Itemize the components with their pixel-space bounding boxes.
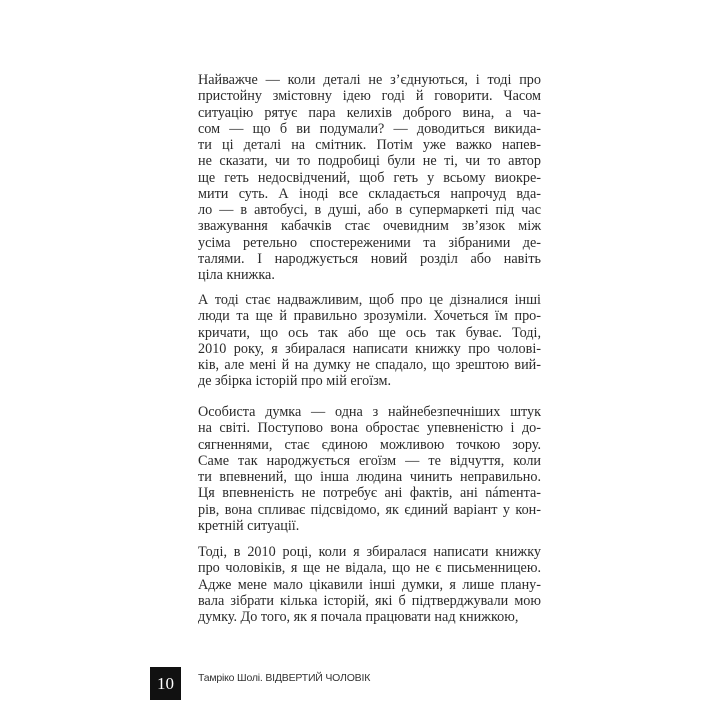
text-line: сом — що б ви подумали? — доводиться викида- — [198, 120, 541, 137]
text-line: ціла книжка. — [198, 267, 275, 283]
text-line: на світі. Поступово вона обростає упевненістю і до- — [198, 420, 541, 437]
text-line: зважування кабачків стає очевидним зв’язок між — [198, 218, 541, 235]
text-line: Тоді, в 2010 році, коли я збиралася написати книжку — [198, 544, 541, 560]
paragraph — [198, 72, 541, 283]
text-line: усіма ретельно спостереженими та зібраними де- — [198, 234, 541, 251]
text-line: ситуацію рятує пара келихів доброго вина, а ча- — [198, 104, 541, 121]
text-line: Саме так народжується егоїзм — те відчуття, коли — [198, 452, 541, 469]
text-line: думку. До того, як я почала працювати над книжкою, — [198, 609, 519, 625]
text-line: ти впевнений, що інша людина чинить неправильно. — [198, 469, 541, 485]
paragraph — [198, 404, 541, 534]
text-line: пристойну змістовну ідею годі й говорити. Часом — [198, 88, 541, 105]
paragraph — [198, 292, 541, 390]
text-line: ло — в автобусі, в душі, або в супермаркеті під час — [198, 202, 541, 218]
paragraph — [198, 544, 541, 625]
text-line: А тоді стає надважливим, щоб про це дізналися інші — [198, 292, 541, 308]
text-line: мити суть. А іноді все складається напрочуд вда- — [198, 185, 541, 202]
text-line: ків, але мені й на думку не спадало, що зрештою вий- — [198, 357, 541, 373]
text-line: кретній ситуації. — [198, 517, 300, 534]
text-line: люди та ще й правильно зрозуміли. Хочеться їм про- — [198, 308, 541, 325]
text-line: не сказати, чи то подробиці були не ті, чи то автор — [198, 153, 541, 170]
text-line: ще геть недосвідчений, щоб геть у всьому виокре- — [198, 169, 541, 186]
text-line: Найважче — коли деталі не з’єднуються, і тоді про — [198, 72, 541, 88]
text-line: ти ці деталі на смітник. Потім уже важко напев- — [198, 137, 541, 153]
text-line: сягненнями, стає єдиною можливою точкою зору. — [198, 436, 541, 453]
text-line: Особиста думка — одна з найнебезпечніших штук — [198, 404, 541, 420]
text-line: Ця впевненість не потребує ані фактів, ані námента- — [198, 485, 541, 502]
text-line: кричати, що ось так або ще ось так буває. Тоді, — [198, 324, 541, 341]
text-line: Адже мене мало цікавили інші думки, я лише плану- — [198, 576, 541, 593]
text-line: вала зібрати кілька історій, які б підтверджували мою — [198, 592, 541, 609]
text-line: рів, вона спливає підсвідомо, як єдиний варіант у кон- — [198, 501, 541, 518]
text-line: про чоловіків, я ще не відала, що не є письменницею. — [198, 560, 541, 577]
text-line: 2010 року, я збиралася написати книжку про чолові- — [198, 340, 541, 357]
text-line: талями. І народжується новий розділ або навіть — [198, 250, 541, 267]
running-title: Тамріко Шолі. ВІДВЕРТИЙ ЧОЛОВІК — [198, 672, 371, 684]
page-number: 10 — [150, 667, 181, 700]
text-line: де збірка історій про мій егоїзм. — [198, 373, 392, 390]
